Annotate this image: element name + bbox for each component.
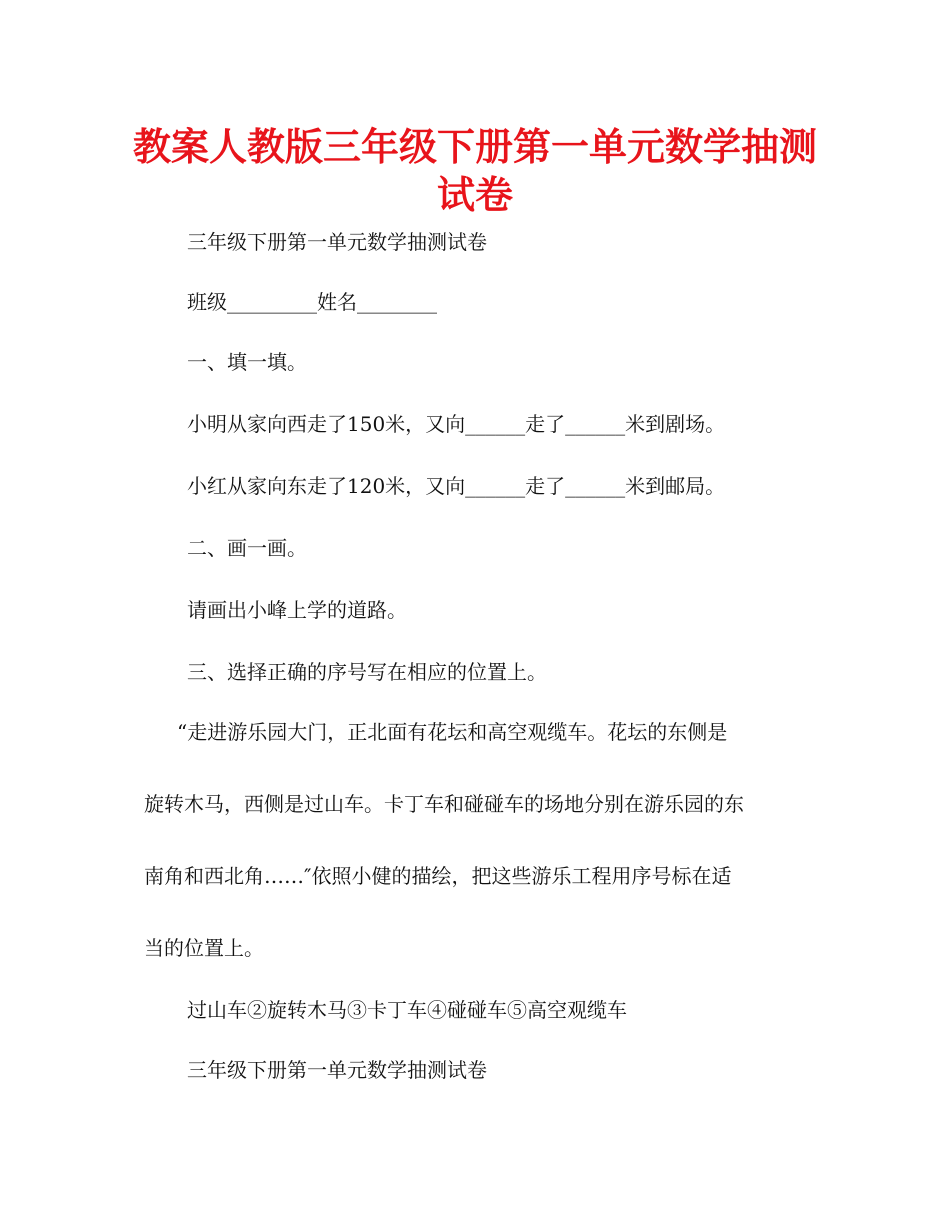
paragraph-line: 旋转木马，西侧是过山车。卡丁车和碰碰车的场地分别在游乐园的东 [144, 792, 744, 816]
section-heading-draw: 二、画一画。 [187, 536, 307, 560]
class-name-line: 班级_________姓名________ [187, 290, 437, 314]
section-heading-choose: 三、选择正确的序号写在相应的位置上。 [187, 660, 547, 684]
question-xiaoming: 小明从家向西走了150米，又向______走了______米到剧场。 [187, 412, 726, 436]
paragraph-line: 南角和西北角……″依照小健的描绘，把这些游乐工程用序号标在适 [144, 864, 732, 888]
question-xiaohong: 小红从家向东走了120米，又向______走了______米到邮局。 [187, 474, 726, 498]
paragraph-line: “走进游乐园大门，正北面有花坛和高空观缆车。花坛的东侧是 [177, 720, 728, 744]
subtitle-paragraph: 三年级下册第一单元数学抽测试卷 [187, 230, 487, 254]
document-title: 教案人教版三年级下册第一单元数学抽测 [132, 125, 817, 169]
paragraph-line: 当的位置上。 [144, 936, 264, 960]
footer-subtitle: 三年级下册第一单元数学抽测试卷 [187, 1058, 487, 1082]
options-list: 过山车②旋转木马③卡丁车④碰碰车⑤高空观缆车 [187, 998, 627, 1022]
document-title-continued: 试卷 [436, 173, 513, 217]
question-draw-route: 请画出小峰上学的道路。 [187, 598, 407, 622]
section-heading-fill: 一、填一填。 [187, 350, 307, 374]
